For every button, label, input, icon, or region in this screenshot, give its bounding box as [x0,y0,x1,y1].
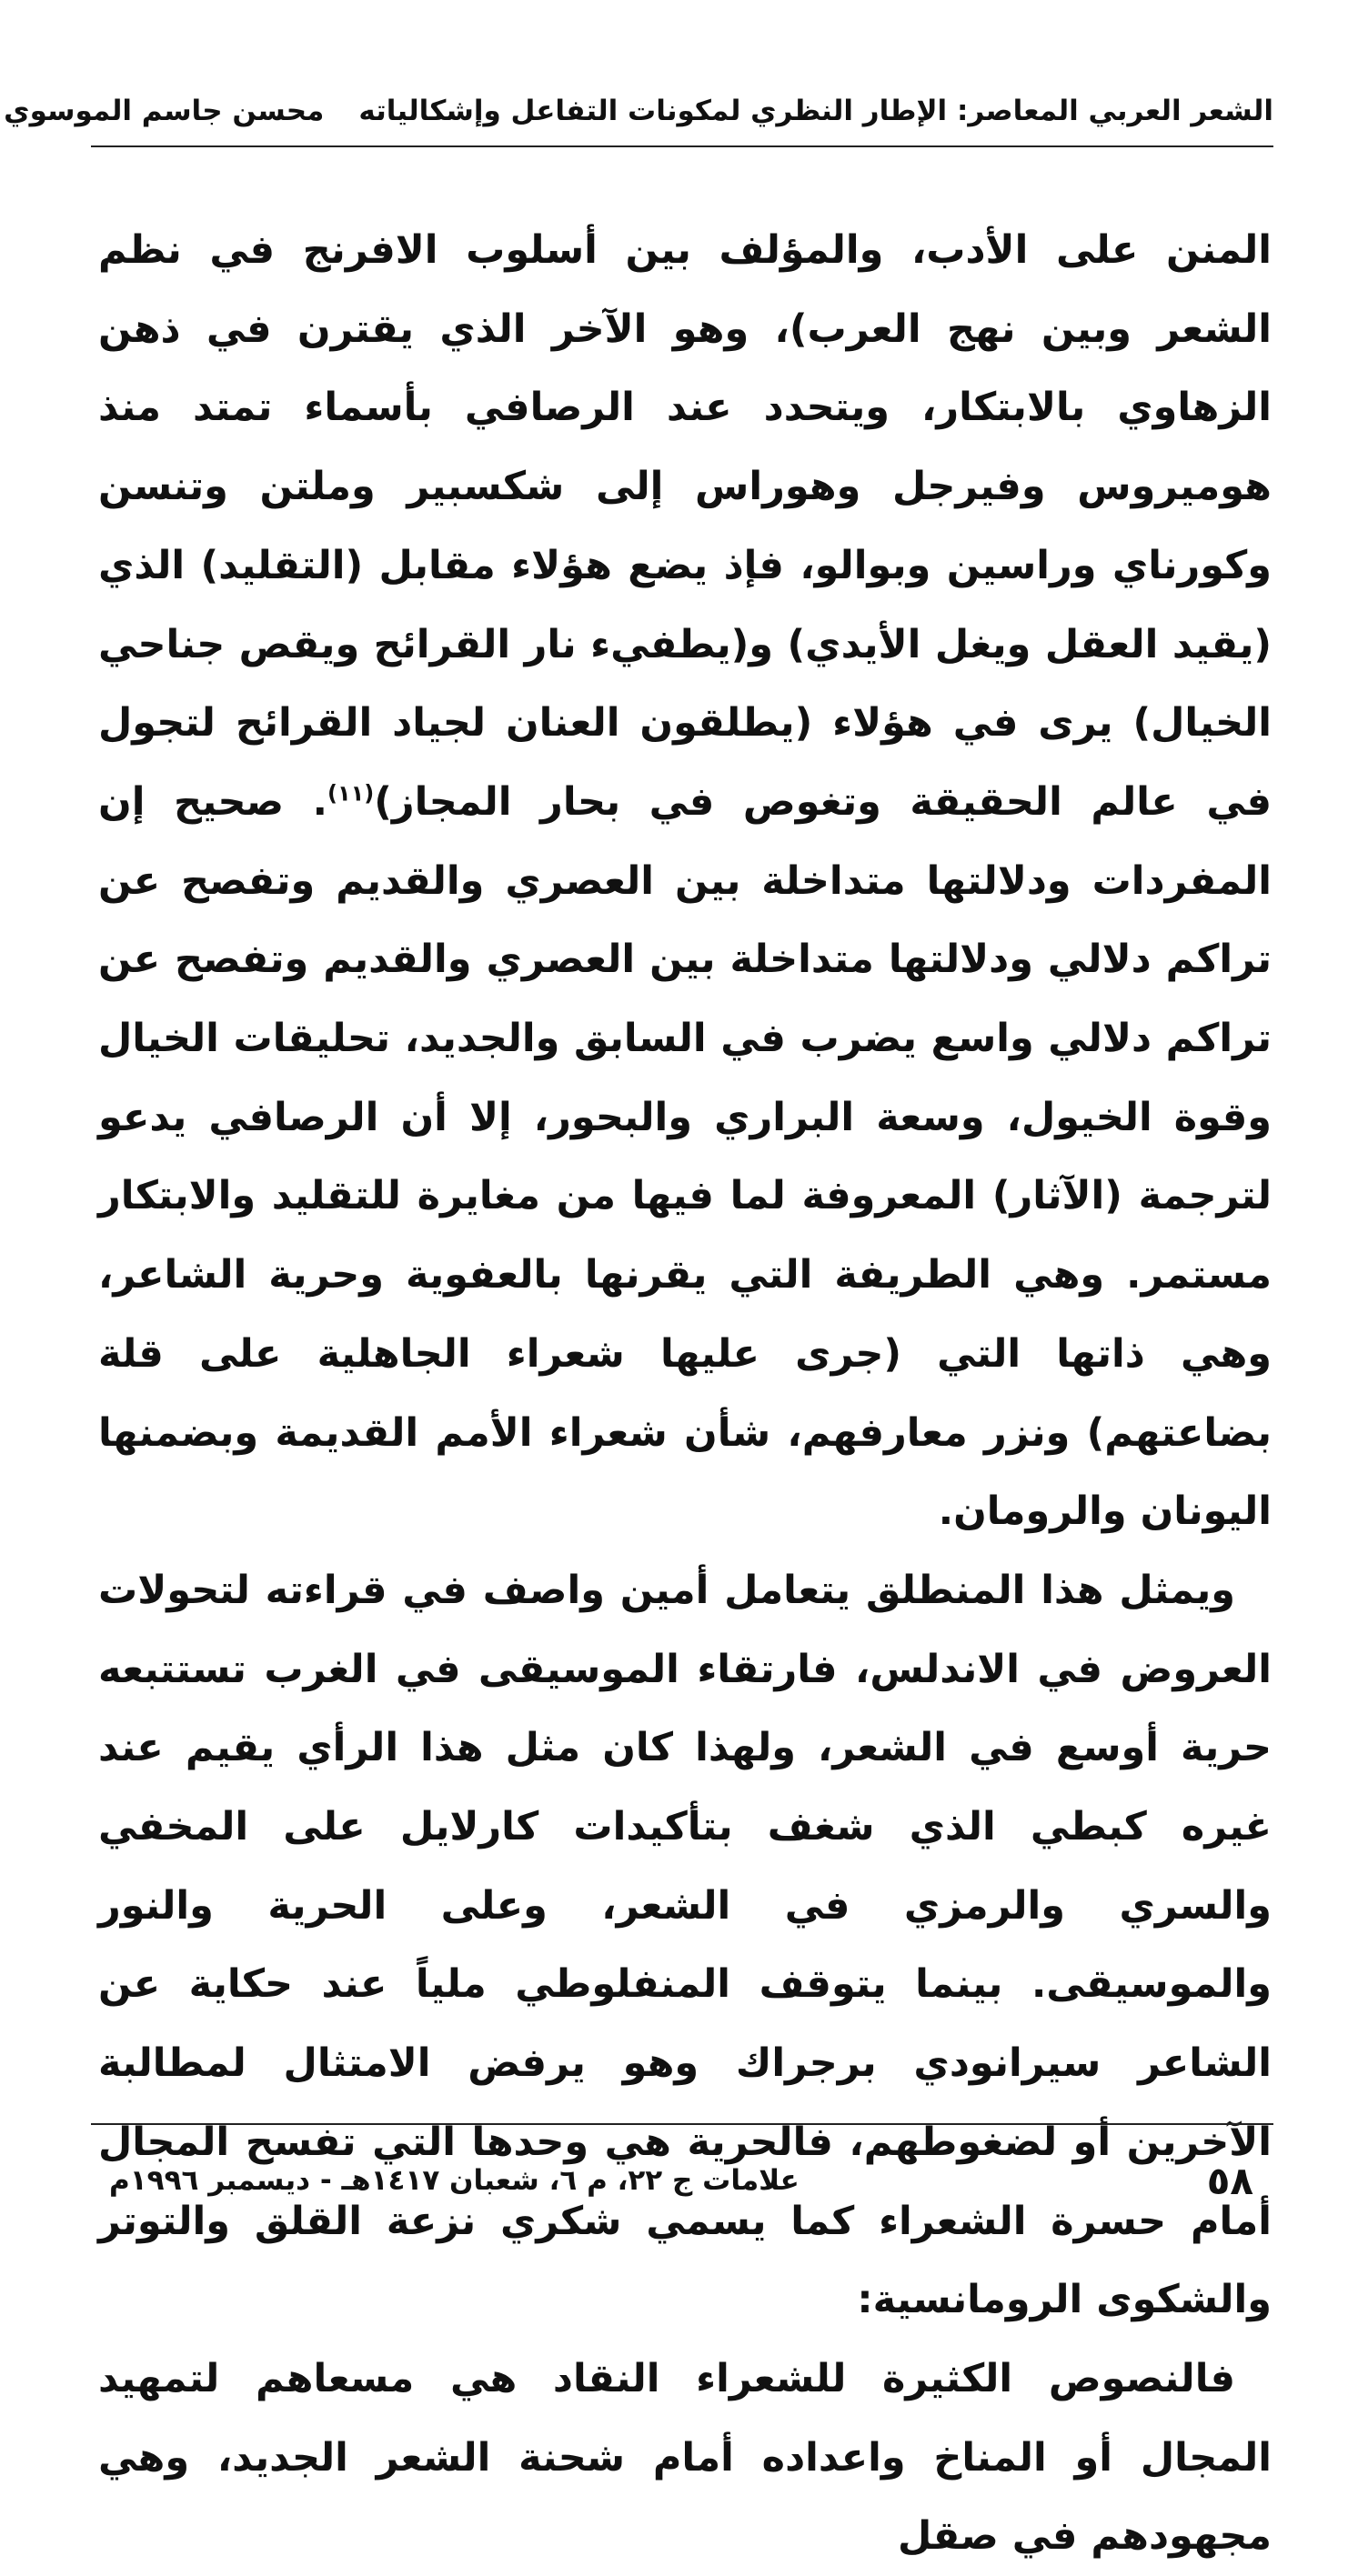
paragraph-1-text-b: . صحيح إن المفردات ودلالتها متداخلة بين العصري والقديم وتفصح عن تراكم دلالي ودلالتها متداخلة بين العصري والقديم وتفصح عن تراكم دلالي واسع يضرب في السابق والجديد، تحليقات الخيال وقوة الخيول، وسعة البراري والبحور، إلا أن الرصافي يدعو لترجمة (الآثار) المعروفة لما فيها من مغايرة للتقليد والابتكار مستمر. وهي الطريفة التي يقرنها بالعفوية وحرية الشاعر، وهي ذاتها التي (جرى عليها شعراء الجاهلية على قلة بضاعتهم) ونزر معارفهم، شأن شعراء الأمم القديمة وبضمنها اليونان والرومان. [98,778,1272,1535]
body-text [98,211,1272,2576]
page-footer [91,2153,1273,2208]
paragraph-2: ويمثل هذا المنطلق يتعامل أمين واصف في قراءته لتحولات العروض في الاندلس، فارتقاء الموسيقى في الغرب تستتبعه حرية أوسع في الشعر، ولهذا كان مثل هذا الرأي يقيم عند غيره كبطي الذي شغف بتأكيدات كارلايل على المخفي والسري والرمزي في الشعر، وعلى الحرية والنور والموسيقى. بينما يتوقف المنفلوطي ملياً عند حكاية عن الشاعر سيرانودي برجراك وهو يرفض الامتثال لمطالبة الآخرين أو لضغوطهم، فالحرية هي وحدها التي تفسح المجال أمام حسرة الشعراء كما يسمي شكري نزعة القلق والتوتر والشكوى الرومانسية: [98,1567,1272,2323]
paragraph-3: فالنصوص الكثيرة للشعراء النقاد هي مسعاهم لتمهيد المجال أو المناخ واعداده أمام شحنة الشعر الجديد، وهي مجهودهم في صقل [98,2355,1272,2560]
journal-citation: علامات ج ٢٢، م ٦، شعبان ١٤١٧هـ - ديسمبر ١٩٩٦م [109,2164,800,2197]
footer-divider [91,2123,1273,2125]
page-number: ٥٨ [1206,2158,1253,2203]
paragraph-1-text-a: المنن على الأدب، والمؤلف بين أسلوب الافرنج في نظم الشعر وبين نهج العرب)، وهو الآخر الذي يقترن في ذهن الزهاوي بالابتكار، ويتحدد عند الرصافي بأسماء تمتد منذ هوميروس وفيرجل وهوراس إلى شكسبير وملتن وتنسن وكورناي وراسين وبوالو، فإذ يضع هؤلاء مقابل (التقليد) الذي (يقيد العقل ويغل الأيدي) و(يطفيء نار القرائح ويقص جناحي الخيال) يرى في هؤلاء (يطلقون العنان لجياد القرائح لتجول في عالم الحقيقة وتغوص في بحار المجاز) [98,227,1272,825]
header-divider [91,145,1273,147]
running-head-author: محسن جاسم الموسوي [4,95,325,127]
paragraph-1 [98,211,1272,1551]
footnote-reference: (١١) [327,780,375,807]
running-head-title: الشعر العربي المعاصر: الإطار النظري لمكونات التفاعل وإشكالياته [358,95,1273,127]
running-head [4,84,1273,138]
